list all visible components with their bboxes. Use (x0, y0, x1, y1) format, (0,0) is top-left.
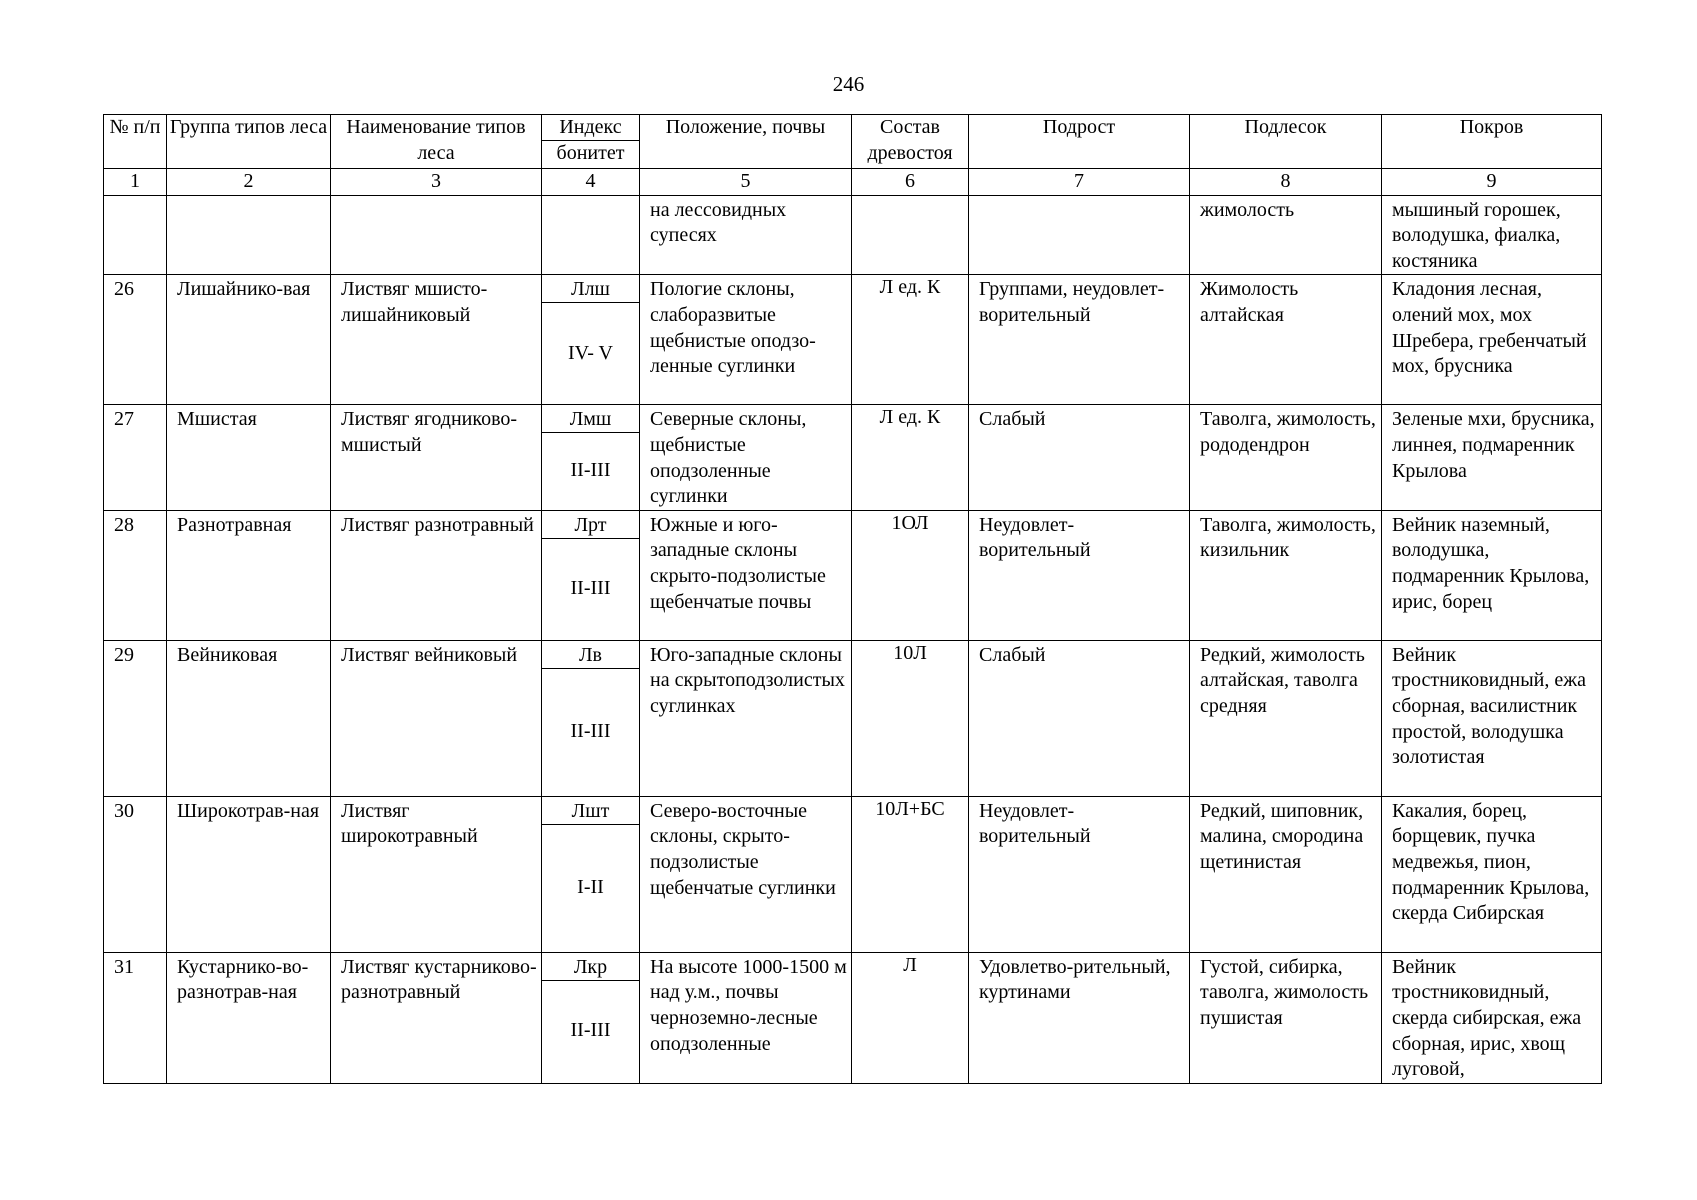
cell-regrowth: Неудовлет-ворительный (969, 510, 1190, 640)
cell-index (542, 952, 640, 1083)
cell-index (542, 275, 640, 405)
cell-regrowth: Группами, неудовлет-ворительный (969, 275, 1190, 405)
cell-undergrowth: Густой, сибирка, таволга, жимолость пушистая (1190, 952, 1382, 1083)
cell-position: На высоте 1000-1500 м над у.м., почвы черноземно-лесные оподзоленные (640, 952, 852, 1083)
bonitet-value: I-II (577, 875, 604, 898)
cell-regrowth: Удовлетво-рительный, куртинами (969, 952, 1190, 1083)
cell-composition: Л ед. К (852, 275, 969, 405)
header-bonitet-label: бонитет (556, 142, 625, 164)
cell-num: 31 (104, 952, 167, 1083)
col-number: 9 (1382, 169, 1602, 196)
cell-group: Мшистая (167, 405, 331, 510)
cell-cover: Какалия, борец, борщевик, пучка медвежья, пион, подмаренник Крылова, скерда Сибирская (1382, 796, 1602, 952)
header-name: Наименование типов леса (331, 115, 542, 169)
cell-cover: мышиный горошек, володушка, фиалка, костяника (1382, 195, 1602, 275)
cell-composition: Л (852, 952, 969, 1083)
cell-position: Пологие склоны, слаборазвитые щебнистые оподзо-ленные суглинки (640, 275, 852, 405)
cell-index (542, 510, 640, 640)
table-row (104, 796, 1602, 952)
cell-cover: Кладония лесная, олений мох, мох Шребера, гребенчатый мох, брусника (1382, 275, 1602, 405)
column-number-row (104, 169, 1602, 196)
header-cover: Покров (1382, 115, 1602, 169)
cell-name: Листвяг мшисто-лишайниковый (331, 275, 542, 405)
table-row (104, 640, 1602, 796)
cell-name: Листвяг ягодниково-мшистый (331, 405, 542, 510)
cell-regrowth: Неудовлет-ворительный (969, 796, 1190, 952)
col-number: 7 (969, 169, 1190, 196)
cell-position: Северо-восточные склоны, скрыто-подзолистые щебенчатые суглинки (640, 796, 852, 952)
table-row-continuation (104, 195, 1602, 275)
cell-composition (852, 195, 969, 275)
bonitet-value: II-III (570, 576, 611, 599)
cell-name (331, 195, 542, 275)
cell-name: Листвяг кустарниково-разнотравный (331, 952, 542, 1083)
col-number: 1 (104, 169, 167, 196)
header-regrowth: Подрост (969, 115, 1190, 169)
cell-index (542, 195, 640, 275)
table-row (104, 275, 1602, 405)
cell-undergrowth: Редкий, жимолость алтайская, таволга средняя (1190, 640, 1382, 796)
index-code: Лшт (542, 797, 639, 825)
header-undergrowth: Подлесок (1190, 115, 1382, 169)
cell-cover: Вейник наземный, володушка, подмаренник Крылова, ирис, борец (1382, 510, 1602, 640)
cell-undergrowth: Таволга, жимолость, рододендрон (1190, 405, 1382, 510)
header-position: Положение, почвы (640, 115, 852, 169)
cell-group (167, 195, 331, 275)
cell-num: 30 (104, 796, 167, 952)
bonitet-value: II-III (570, 1018, 611, 1041)
forest-types-table (103, 114, 1602, 1084)
table-row (104, 405, 1602, 510)
cell-num (104, 195, 167, 275)
cell-group: Вейниковая (167, 640, 331, 796)
table-row (104, 952, 1602, 1083)
cell-index (542, 640, 640, 796)
bonitet-value: II-III (570, 458, 611, 481)
index-code: Ллш (542, 275, 639, 303)
cell-composition: 1ОЛ (852, 510, 969, 640)
cell-composition: 10Л (852, 640, 969, 796)
header-group: Группа типов леса (167, 115, 331, 169)
col-number: 5 (640, 169, 852, 196)
cell-regrowth: Слабый (969, 640, 1190, 796)
col-number: 4 (542, 169, 640, 196)
cell-group: Разнотравная (167, 510, 331, 640)
index-code: Лв (542, 641, 639, 669)
col-number: 8 (1190, 169, 1382, 196)
header-composition: Состав древостоя (852, 115, 969, 169)
cell-position: на лессовидных супесях (640, 195, 852, 275)
cell-position: Северные склоны, щебнистые оподзоленные суглинки (640, 405, 852, 510)
cell-num: 27 (104, 405, 167, 510)
cell-group: Кустарнико-во-разнотрав-ная (167, 952, 331, 1083)
cell-regrowth (969, 195, 1190, 275)
cell-undergrowth: жимолость (1190, 195, 1382, 275)
table-header-row (104, 115, 1602, 169)
header-index-label: Индекс (542, 115, 639, 141)
cell-undergrowth: Таволга, жимолость, кизильник (1190, 510, 1382, 640)
page-number: 246 (832, 72, 865, 96)
cell-num: 28 (104, 510, 167, 640)
cell-position: Южные и юго-западные склоны скрыто-подзолистые щебенчатые почвы (640, 510, 852, 640)
cell-regrowth: Слабый (969, 405, 1190, 510)
col-number: 6 (852, 169, 969, 196)
col-number: 3 (331, 169, 542, 196)
cell-num: 26 (104, 275, 167, 405)
index-code: Лкр (542, 953, 639, 981)
cell-undergrowth: Жимолость алтайская (1190, 275, 1382, 405)
cell-group: Широкотрав-ная (167, 796, 331, 952)
header-num: № п/п (104, 115, 167, 169)
index-code: Лрт (542, 511, 639, 539)
cell-cover: Зеленые мхи, брусника, линнея, подмаренник Крылова (1382, 405, 1602, 510)
bonitet-value: IV- V (567, 341, 613, 364)
index-code: Лмш (542, 405, 639, 433)
cell-cover: Вейник тростниковидный, ежа сборная, василистник простой, володушка золотистая (1382, 640, 1602, 796)
col-number: 2 (167, 169, 331, 196)
bonitet-value: II-III (570, 719, 611, 742)
cell-composition: Л ед. К (852, 405, 969, 510)
cell-composition: 10Л+БС (852, 796, 969, 952)
cell-cover: Вейник тростниковидный, скерда сибирская, ежа сборная, ирис, хвощ луговой, (1382, 952, 1602, 1083)
cell-num: 29 (104, 640, 167, 796)
cell-undergrowth: Редкий, шиповник, малина, смородина щетинистая (1190, 796, 1382, 952)
table-row (104, 510, 1602, 640)
cell-index (542, 796, 640, 952)
cell-position: Юго-западные склоны на скрытоподзолистых суглинках (640, 640, 852, 796)
cell-name: Листвяг разнотравный (331, 510, 542, 640)
cell-index (542, 405, 640, 510)
header-index (542, 115, 640, 169)
cell-name: Листвяг вейниковый (331, 640, 542, 796)
cell-name: Листвяг широкотравный (331, 796, 542, 952)
cell-group: Лишайнико-вая (167, 275, 331, 405)
